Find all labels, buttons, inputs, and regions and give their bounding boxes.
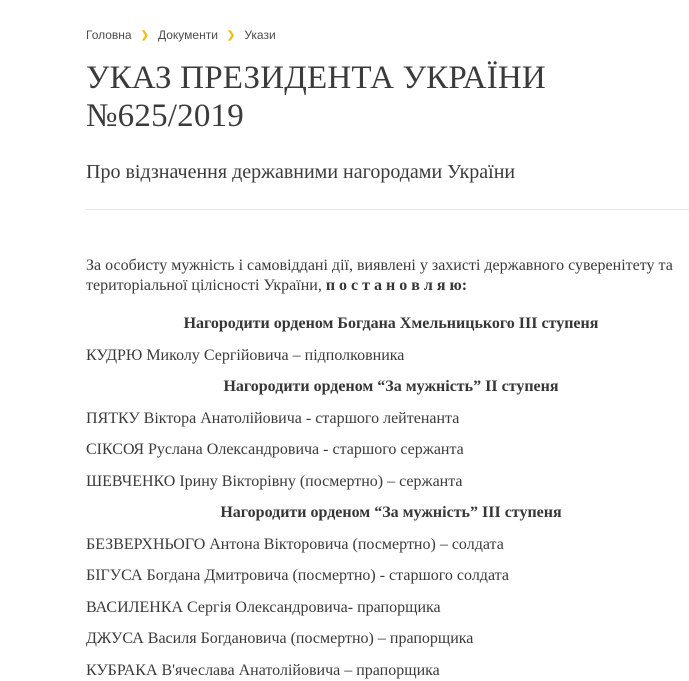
breadcrumb-link-home[interactable]: Головна xyxy=(86,28,132,42)
award-recipient: ВАСИЛЕНКА Сергія Олександровича- прапорщика xyxy=(86,598,441,616)
award-section-heading: Нагородити орденом “За мужність” II ступеня xyxy=(223,378,559,395)
breadcrumb-link-documents[interactable]: Документи xyxy=(157,28,218,42)
chevron-right-icon: ❯ xyxy=(226,30,236,41)
award-recipient: КУБРАКА В'ячеслава Анатолійовича – прапорщика xyxy=(86,661,440,679)
award-recipient: СІКСОЯ Руслана Олександровича - старшого сержанта xyxy=(86,441,464,458)
breadcrumb xyxy=(86,0,689,42)
award-recipient: КУДРЮ Миколу Сергійовича – підполковника xyxy=(86,346,405,364)
decree-preamble xyxy=(86,256,689,296)
award-section-heading: Нагородити орденом Богдана Хмельницького III ступеня xyxy=(183,315,599,332)
preamble-resolve-word: п о с т а н о в л я ю: xyxy=(325,277,468,294)
page-subtitle: Про відзначення державними нагородами України xyxy=(86,161,516,183)
award-recipient: БІГУСА Богдана Дмитровича (посмертно) - старшого солдата xyxy=(86,567,509,584)
award-recipient: БЕЗВЕРХНЬОГО Антона Вікторовича (посмертно) – солдата xyxy=(86,535,504,553)
award-section-heading: Нагородити орденом “За мужність” III ступеня xyxy=(220,504,562,521)
award-recipient: ПЯТКУ Віктора Анатолійовича - старшого лейтенанта xyxy=(86,409,460,427)
award-recipient: ДЖУСА Василя Богдановича (посмертно) – прапорщика xyxy=(86,630,474,647)
breadcrumb-link-decrees[interactable]: Укази xyxy=(244,28,276,42)
award-recipient: ШЕВЧЕНКО Ірину Вікторівну (посмертно) – сержанта xyxy=(86,472,463,490)
chevron-right-icon: ❯ xyxy=(140,30,149,41)
decree-body xyxy=(86,256,689,681)
divider xyxy=(86,209,689,210)
preamble-text: За особисту мужність і самовіддані дії, виявлені у захисті державного суверенітету та територіальної цілісності України, xyxy=(86,257,673,294)
page-title: УКАЗ ПРЕЗИДЕНТА УКРАЇНИ №625/2019 xyxy=(86,60,546,134)
